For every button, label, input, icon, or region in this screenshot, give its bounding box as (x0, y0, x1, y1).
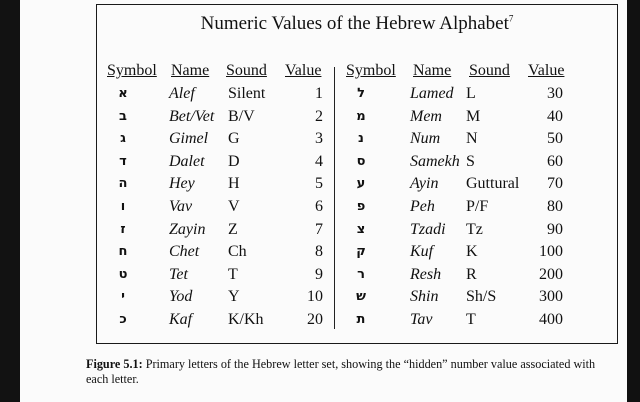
letter-symbol: ר (357, 266, 365, 282)
letter-symbol: ט (118, 266, 128, 282)
header-value-right: Value (528, 62, 565, 79)
letter-symbol: ה (118, 176, 128, 192)
letter-name: Hey (169, 175, 195, 193)
letter-symbol: ש (356, 289, 366, 305)
letter-sound: B/V (228, 107, 255, 125)
letter-name: Vav (169, 198, 193, 215)
letter-sound: P/F (466, 198, 489, 215)
letter-sound: K (466, 243, 478, 261)
letter-sound: L (466, 85, 476, 102)
letter-sound: Y (228, 288, 240, 306)
letter-sound: Silent (228, 85, 266, 102)
letter-name: Num (410, 130, 441, 148)
letter-name: Shin (410, 288, 439, 306)
footnote-mark: 7 (508, 13, 514, 24)
letter-sound: G (228, 130, 240, 148)
letter-value: 4 (315, 152, 323, 170)
letter-value: 50 (547, 130, 563, 148)
letter-value: 2 (315, 107, 323, 125)
letter-value: 9 (315, 265, 323, 283)
letter-value: 200 (539, 265, 563, 283)
letter-symbol: ת (356, 312, 366, 327)
letter-symbol: ג (120, 131, 126, 147)
letter-value: 90 (547, 220, 563, 238)
letter-name: Dalet (169, 152, 205, 170)
letter-sound: H (228, 175, 240, 193)
letter-name: Tav (410, 311, 433, 328)
header-symbol-left: Symbol (107, 62, 157, 79)
figure-caption (86, 357, 606, 387)
letter-sound: N (466, 130, 478, 148)
letter-sound: Z (228, 220, 238, 238)
letter-symbol: כ (119, 312, 127, 327)
letter-value: 80 (547, 198, 563, 215)
header-value-left: Value (285, 62, 322, 79)
letter-value: 8 (315, 243, 323, 261)
letter-symbol: ז (120, 221, 126, 237)
header-symbol-right: Symbol (346, 62, 396, 79)
letter-sound: D (228, 152, 240, 170)
letter-symbol: ק (356, 244, 366, 260)
letter-value: 100 (539, 243, 563, 261)
letter-value: 20 (307, 311, 323, 328)
letter-symbol: ח (118, 244, 128, 260)
letter-name: Lamed (410, 85, 454, 102)
letter-value: 7 (315, 220, 323, 238)
letter-value: 40 (547, 107, 563, 125)
letter-symbol: נ (358, 131, 364, 147)
letter-symbol: ע (356, 176, 366, 192)
letter-sound: M (466, 107, 481, 125)
hebrew-table-box (96, 4, 618, 344)
letter-symbol: מ (356, 108, 366, 124)
letter-value: 6 (315, 198, 323, 215)
letter-value: 10 (307, 288, 323, 306)
letter-name: Yod (169, 288, 193, 306)
letter-value: 400 (539, 311, 563, 328)
document-page (20, 0, 627, 402)
letter-name: Tet (169, 265, 188, 283)
letter-name: Kuf (410, 243, 434, 261)
letter-name: Tzadi (410, 220, 446, 238)
letter-sound: S (466, 152, 475, 170)
letter-name: Resh (410, 265, 442, 283)
letter-value: 1 (315, 85, 323, 102)
letter-symbol: ב (119, 108, 127, 124)
letter-sound: K/Kh (228, 311, 264, 328)
letter-name: Mem (410, 107, 442, 125)
letter-symbol: פ (356, 199, 366, 214)
dark-left-border (0, 0, 20, 402)
letter-value: 300 (539, 288, 563, 306)
letter-sound: T (228, 265, 238, 283)
letter-name: Gimel (169, 130, 209, 148)
caption-label: Figure 5.1: (86, 357, 143, 371)
letter-value: 3 (315, 130, 323, 148)
letter-name: Chet (169, 243, 200, 261)
header-sound-left: Sound (226, 62, 267, 79)
header-name-right: Name (413, 62, 452, 79)
letter-name: Samekh (410, 152, 460, 170)
letter-sound: V (228, 198, 240, 215)
letter-symbol: א (118, 86, 128, 101)
letter-symbol: ד (119, 153, 127, 169)
letter-sound: Guttural (466, 175, 520, 193)
letter-sound: Ch (228, 243, 247, 261)
letter-value: 60 (547, 152, 563, 170)
letter-name: Kaf (169, 311, 193, 328)
letter-sound: R (466, 265, 477, 283)
letter-name: Alef (169, 85, 195, 102)
letter-symbol: ל (357, 86, 365, 101)
letter-symbol: י (121, 289, 125, 305)
letter-name: Peh (410, 198, 435, 215)
letter-value: 5 (315, 175, 323, 193)
letter-sound: Sh/S (466, 288, 497, 306)
caption-text: Primary letters of the Hebrew letter set, showing the “hidden” number value associated with each letter. (86, 357, 596, 386)
letter-value: 30 (547, 85, 563, 102)
table-title: Numeric Values of the Hebrew Alphabet$^7$ (200, 13, 514, 34)
letter-sound: Tz (466, 220, 483, 238)
dark-right-border (627, 0, 640, 402)
letter-sound: T (466, 311, 476, 328)
letter-name: Ayin (410, 175, 439, 193)
letter-name: Bet/Vet (169, 107, 215, 125)
letter-symbol: ו (120, 199, 126, 214)
column-divider (334, 67, 335, 329)
letter-value: 70 (547, 175, 563, 193)
letter-symbol: צ (356, 221, 366, 237)
header-name-left: Name (171, 62, 210, 79)
header-sound-right: Sound (469, 62, 510, 79)
letter-name: Zayin (169, 220, 206, 238)
letter-symbol: ס (356, 153, 366, 169)
